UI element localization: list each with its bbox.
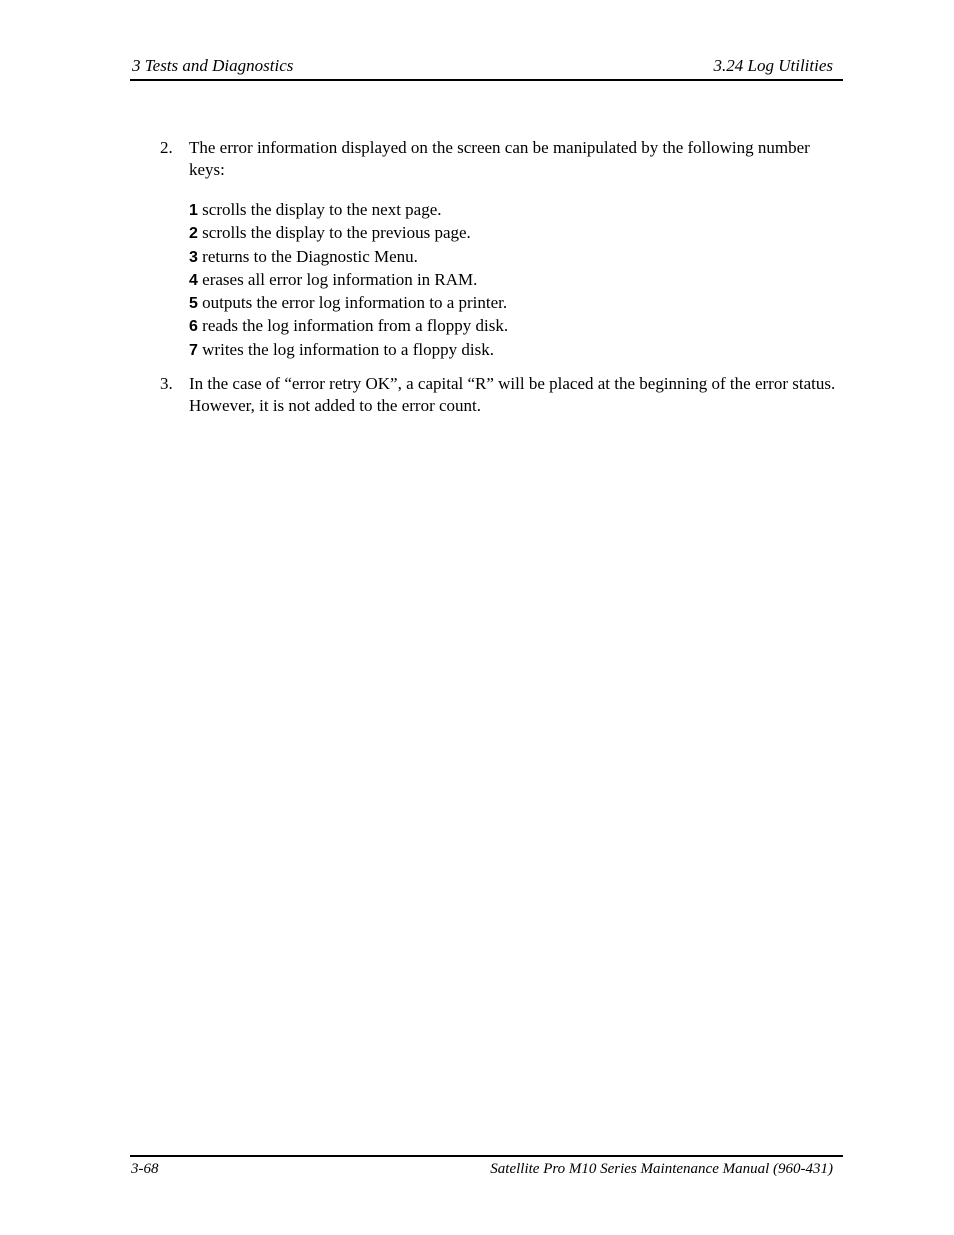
key-number: 7 — [189, 341, 198, 359]
key-number: 4 — [189, 271, 198, 289]
key-number: 3 — [189, 248, 198, 266]
manual-title: Satellite Pro M10 Series Maintenance Manual (960-431) — [490, 1161, 833, 1177]
page-number: 3-68 — [131, 1161, 159, 1177]
key-row-1 — [189, 199, 508, 222]
key-number: 1 — [189, 202, 198, 219]
key-row-4 — [189, 269, 508, 292]
section-title: 3.24 Log Utilities — [713, 56, 833, 75]
key-description: writes the log information to a floppy disk. — [197, 339, 494, 359]
number-key-list — [189, 199, 508, 362]
key-description: returns to the Diagnostic Menu. — [197, 246, 418, 266]
page-header — [130, 55, 843, 81]
list-number: 2. — [160, 138, 173, 157]
key-number: 6 — [189, 318, 198, 336]
chapter-title: 3 Tests and Diagnostics — [132, 56, 294, 75]
page-footer — [130, 1155, 843, 1177]
key-description: reads the log information from a floppy disk. — [197, 316, 509, 336]
key-description: outputs the error log information to a printer. — [197, 293, 508, 313]
key-description: erases all error log information in RAM. — [197, 269, 478, 289]
key-number: 5 — [189, 295, 198, 313]
key-row-2 — [189, 222, 508, 245]
key-row-7 — [189, 339, 508, 362]
key-description: scrolls the display to the previous page. — [197, 223, 471, 243]
list-text: In the case of “error retry OK”, a capital “R” will be placed at the beginning of the error status. However, it is not added to the error count. — [189, 374, 836, 415]
key-row-3 — [189, 246, 508, 269]
key-description: scrolls the display to the next page. — [197, 200, 442, 219]
key-row-6 — [189, 315, 508, 338]
key-row-5 — [189, 292, 508, 315]
list-text: The error information displayed on the screen can be manipulated by the following number keys: — [189, 138, 810, 179]
list-number: 3. — [160, 374, 173, 393]
key-number: 2 — [189, 225, 198, 243]
